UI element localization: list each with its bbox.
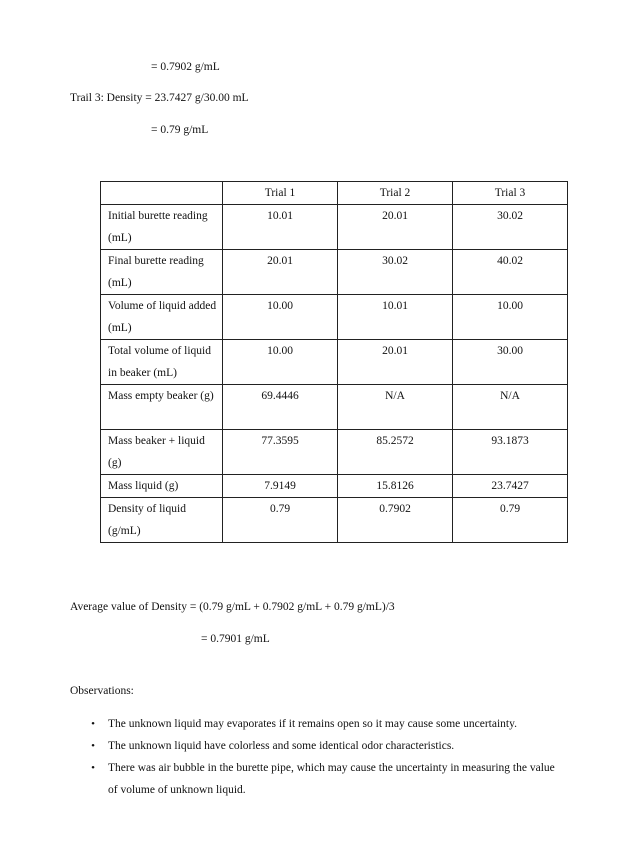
table-cell: 20.01	[338, 340, 453, 385]
table-cell: 30.00	[453, 340, 568, 385]
table-row	[101, 295, 568, 340]
table-cell: 23.7427	[453, 475, 568, 498]
table-cell: 10.01	[338, 295, 453, 340]
average-result: = 0.7901 g/mL	[201, 633, 270, 645]
table-cell: 0.7902	[338, 498, 453, 543]
table-cell: 15.8126	[338, 475, 453, 498]
table-header-trial-3: Trial 3	[453, 182, 568, 205]
table-header-trial-2: Trial 2	[338, 182, 453, 205]
table-row	[101, 475, 568, 498]
table-cell: 69.4446	[223, 385, 338, 430]
table-cell: 20.01	[223, 250, 338, 295]
observations-list	[88, 713, 578, 801]
table-cell: 77.3595	[223, 430, 338, 475]
row-label: Volume of liquid added (mL)	[101, 295, 223, 340]
bullet-icon: •	[91, 740, 95, 752]
table-row	[101, 385, 568, 430]
row-label: Mass beaker + liquid (g)	[101, 430, 223, 475]
row-label: Mass liquid (g)	[101, 475, 223, 498]
bullet-icon: •	[91, 718, 95, 730]
observation-text: The unknown liquid may evaporates if it remains open so it may cause some uncertainty.	[108, 718, 517, 730]
table-cell: 0.79	[223, 498, 338, 543]
list-item	[88, 757, 566, 801]
table-row	[101, 498, 568, 543]
table-cell: 30.02	[338, 250, 453, 295]
table-header-row	[101, 182, 568, 205]
bullet-icon: •	[91, 762, 95, 774]
observations-heading: Observations:	[70, 685, 134, 697]
table-cell: 7.9149	[223, 475, 338, 498]
table-cell: 10.01	[223, 205, 338, 250]
row-label: Final burette reading (mL)	[101, 250, 223, 295]
table-cell: 10.00	[223, 295, 338, 340]
table-row	[101, 340, 568, 385]
table-cell: 0.79	[453, 498, 568, 543]
table-cell: 10.00	[223, 340, 338, 385]
table-row	[101, 205, 568, 250]
trial2-result: = 0.7902 g/mL	[151, 61, 220, 73]
trial3-result: = 0.79 g/mL	[151, 124, 209, 136]
table-cell: 10.00	[453, 295, 568, 340]
table-row	[101, 430, 568, 475]
row-label: Total volume of liquid in beaker (mL)	[101, 340, 223, 385]
trial3-formula: Trail 3: Density = 23.7427 g/30.00 mL	[70, 92, 249, 104]
row-label: Mass empty beaker (g)	[101, 385, 223, 430]
table-cell: N/A	[453, 385, 568, 430]
density-data-table	[100, 181, 568, 543]
row-label: Initial burette reading (mL)	[101, 205, 223, 250]
table-header-trial-1: Trial 1	[223, 182, 338, 205]
list-item	[88, 735, 578, 757]
observation-text: There was air bubble in the burette pipe, which may cause the uncertainty in measuring the value of volume of unknown liquid.	[108, 762, 555, 796]
table-cell: 40.02	[453, 250, 568, 295]
table-cell: N/A	[338, 385, 453, 430]
table-cell: 93.1873	[453, 430, 568, 475]
table-cell: 85.2572	[338, 430, 453, 475]
table-header-empty	[101, 182, 223, 205]
list-item	[88, 713, 578, 735]
row-label: Density of liquid (g/mL)	[101, 498, 223, 543]
table-row	[101, 250, 568, 295]
table-cell: 30.02	[453, 205, 568, 250]
average-formula: Average value of Density = (0.79 g/mL + 0.7902 g/mL + 0.79 g/mL)/3	[70, 601, 395, 613]
observation-text: The unknown liquid have colorless and some identical odor characteristics.	[108, 740, 455, 752]
table-cell: 20.01	[338, 205, 453, 250]
